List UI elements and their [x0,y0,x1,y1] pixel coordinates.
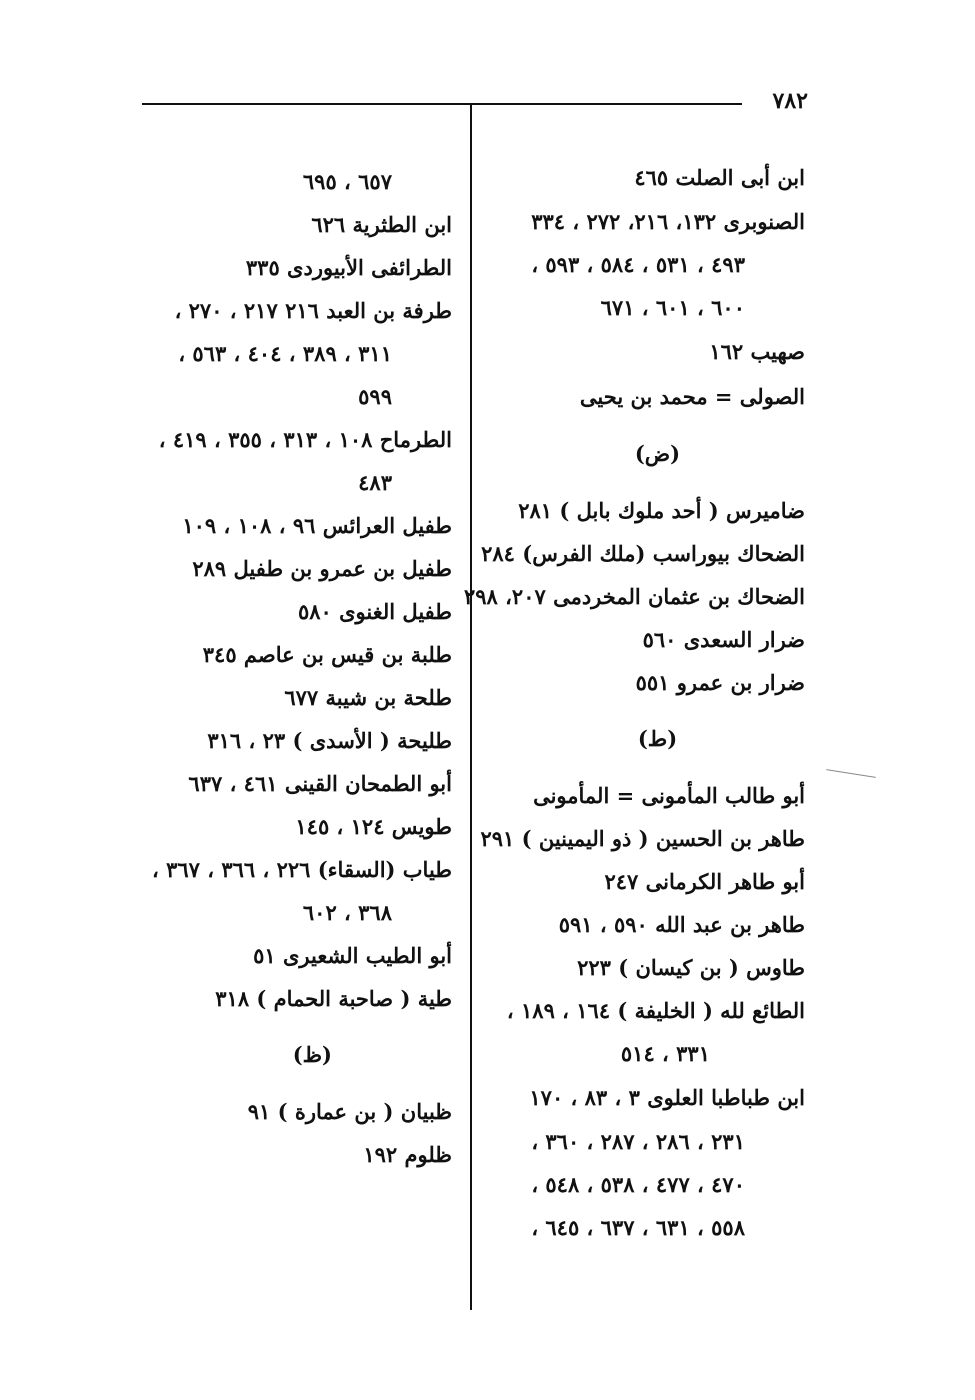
index-entry: أبو الطيب الشعيرى ٥١ [253,943,452,968]
index-entry: الطرائفى الأبيوردى ٣٣٥ [245,255,452,280]
index-entry: الضحاك بن عثمان المخردمى ٢٠٧، ٢٩٨ [463,584,805,609]
index-entry-continuation: ٦٠٠ ، ٦٠١ ، ٦٧١ [600,295,745,320]
index-entry: ظلوم ١٩٢ [363,1142,452,1167]
index-entry: الصولى = محمد بن يحيى [579,384,805,409]
page-number: ٧٨٢ [772,88,808,114]
index-entry: ابن أبى الصلت ٤٦٥ [634,165,805,190]
column-divider [470,103,472,1310]
index-entry: ابن طباطبا العلوى ٣ ، ٨٣ ، ١٧٠ [529,1085,805,1110]
index-entry: طفيل العرائس ٩٦ ، ١٠٨ ، ١٠٩ [182,513,452,538]
section-letter-dad: (ض) [634,441,681,466]
index-entry: أبو طالب المأمونى = المأمونى [533,783,805,808]
index-column-left [140,160,452,1176]
index-entry-continuation: ٣١١ ، ٣٨٩ ، ٤٠٤ ، ٥٦٣ ، [178,341,392,366]
index-entry: ابن الطثرية ٦٢٦ [311,212,452,237]
index-column-right [463,155,805,1249]
index-entry: طرفة بن العبد ٢١٦ ٢١٧ ، ٢٧٠ ، [174,298,452,323]
index-entry: طية ( صاحبة الحمام ) ٣١٨ [215,986,452,1011]
index-entry: طليحة ( الأسدى ) ٢٣ ، ٣١٦ [207,728,452,753]
index-entry: الصنوبرى ١٣٢، ٢١٦، ٢٧٢ ، ٣٣٤ [531,209,805,234]
index-entry-continuation: ٦٥٧ ، ٦٩٥ [302,169,392,194]
index-entry: ضرار بن عمرو ٥٥١ [635,670,805,695]
index-entry: طفيل بن عمرو بن طفيل ٢٨٩ [192,556,452,581]
index-entry-continuation: ٣٣١ ، ٥١٤ [620,1041,710,1066]
header-rule [142,103,742,105]
index-entry: صهيب ١٦٢ [709,339,805,364]
index-entry-continuation: ٤٧٠ ، ٤٧٧ ، ٥٣٨ ، ٥٤٨ ، [531,1172,745,1197]
index-entry: الطرماح ١٠٨ ، ٣١٣ ، ٣٥٥ ، ٤١٩ ، [158,427,452,452]
section-letter-ta: (ط) [637,726,678,751]
index-entry-continuation: ٥٩٩ [358,384,392,409]
index-entry: الضحاك بيوراسب (ملك الفرس) ٢٨٤ [481,541,805,566]
index-entry: طياب (السقاء) ٢٢٦ ، ٣٦٦ ، ٣٦٧ ، [151,857,452,882]
index-entry: طويس ١٢٤ ، ١٤٥ [295,814,452,839]
index-entry: طاهر بن الحسين ( ذو اليمينين ) ٢٩١ [480,826,805,851]
index-entry: أبو طاهر الكرمانى ٢٤٧ [604,869,805,894]
index-entry: أبو الطمحان القينى ٤٦١ ، ٦٣٧ [188,771,452,796]
index-entry-continuation: ٤٩٣ ، ٥٣١ ، ٥٨٤ ، ٥٩٣ ، [531,252,745,277]
index-entry: طلحة بن شيبة ٦٧٧ [284,685,452,710]
index-entry: ظبيان ( بن عمارة ) ٩١ [247,1099,452,1124]
index-entry: طلبة بن قيس بن عاصم ٣٤٥ [202,642,452,667]
index-entry-continuation: ٥٥٨ ، ٦٣١ ، ٦٣٧ ، ٦٤٥ ، [531,1215,745,1240]
index-entry: طاهر بن عبد الله ٥٩٠ ، ٥٩١ [558,912,805,937]
stray-pen-mark [826,769,876,778]
index-entry: طاوس ( بن كيسان ) ٢٢٣ [577,955,805,980]
index-entry: ضامیرس ( أحد ملوك بابل ) ٢٨١ [518,498,805,523]
index-entry: الطائع لله ( الخليفة ) ١٦٤ ، ١٨٩ ، [506,998,805,1023]
index-entry-continuation: ٢٣١ ، ٢٨٦ ، ٢٨٧ ، ٣٦٠ ، [531,1129,745,1154]
section-letter-za: (ظ) [292,1042,332,1067]
index-entry-continuation: ٤٨٣ [358,470,392,495]
index-entry: ضرار السعدى ٥٦٠ [642,627,805,652]
index-entry-continuation: ٣٦٨ ، ٦٠٢ [302,900,392,925]
index-entry: طفيل الغنوى ٥٨٠ [297,599,452,624]
